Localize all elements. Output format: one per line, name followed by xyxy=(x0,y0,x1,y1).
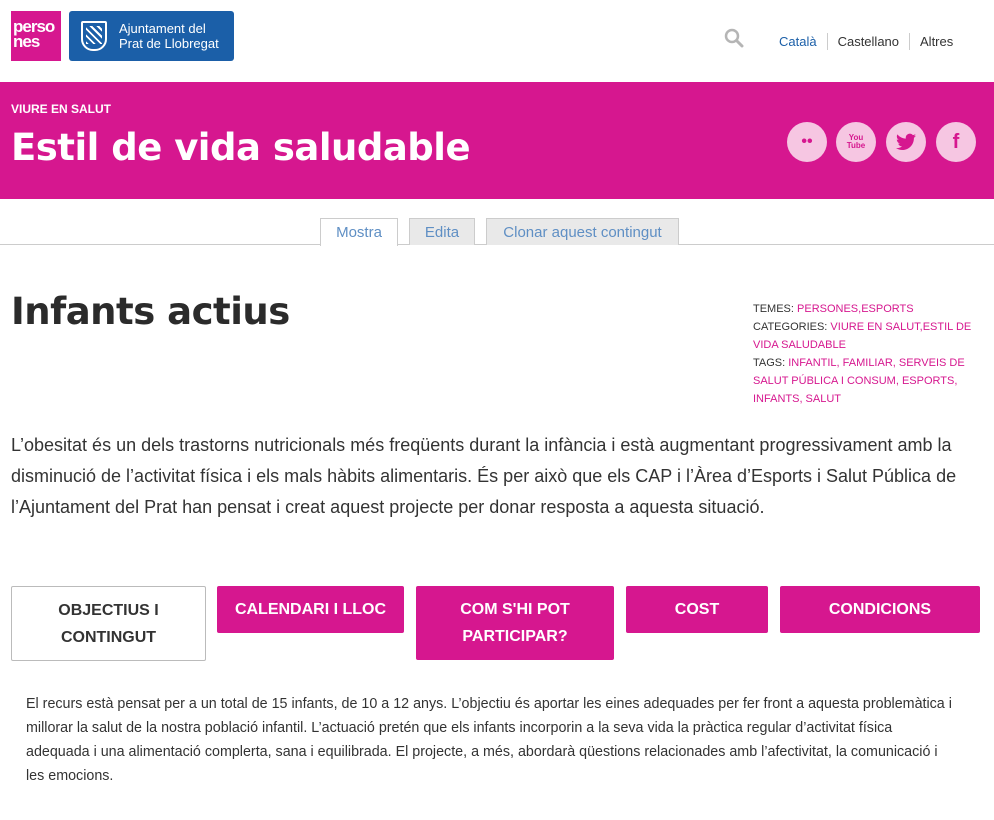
calendari-button[interactable]: CALENDARI I LLOC xyxy=(217,586,404,633)
tab-mostra[interactable]: Mostra xyxy=(320,218,398,246)
cost-button[interactable]: COST xyxy=(626,586,768,633)
section-body-text: El recurs està pensat per a un total de 15 infants, de 10 a 12 anys. L’objectiu és aportar les eines adequades per fer front a aquesta problemàtica i millorar la salut de la nostra població infantil. L’actuació pretén que els infants incorporin a la seva vida la pràctica regular d’activitat física adequada i una alimentació complerta, sana i equilibrada. El projecte, a més, abordarà qüestions relacionades amb l’afectivitat, la comunicació i les emocions. xyxy=(26,696,952,784)
tab-clonar[interactable]: Clonar aquest contingut xyxy=(486,218,679,245)
objectius-button[interactable]: OBJECTIUS I CONTINGUT xyxy=(11,586,206,661)
flickr-icon[interactable]: •• xyxy=(787,122,827,162)
lang-catala[interactable]: Català xyxy=(779,34,817,49)
tab-edita[interactable]: Edita xyxy=(409,218,475,245)
lang-castellano[interactable]: Castellano xyxy=(827,33,909,50)
twitter-icon[interactable] xyxy=(886,122,926,162)
youtube-icon[interactable] xyxy=(836,122,876,162)
meta-tags xyxy=(753,354,988,408)
meta-temes xyxy=(753,300,988,318)
coat-of-arms-icon xyxy=(81,21,107,51)
meta-categories-label: CATEGORIES: xyxy=(753,321,831,333)
meta-temes-value[interactable]: PERSONES,ESPORTS xyxy=(797,303,914,315)
search-icon[interactable] xyxy=(724,28,744,48)
meta-categories xyxy=(753,318,988,354)
participar-button[interactable]: COM S'HI POT PARTICIPAR? xyxy=(416,586,614,660)
meta-categories-value[interactable]: VIURE EN SALUT,ESTIL DE VIDA SALUDABLE xyxy=(753,321,972,351)
persones-logo[interactable]: perso nes xyxy=(11,11,61,61)
youtube-icon-text-2: Tube xyxy=(846,141,866,150)
lang-altres[interactable]: Altres xyxy=(909,33,963,50)
language-switcher xyxy=(769,33,963,50)
ajuntament-line1: Ajuntament del xyxy=(119,21,206,36)
ajuntament-logo[interactable] xyxy=(69,11,234,61)
meta-temes-label: TEMES: xyxy=(753,303,798,315)
section-title: Estil de vida saludable xyxy=(11,126,471,169)
top-bar xyxy=(0,0,994,82)
taxonomy-meta xyxy=(753,300,988,408)
meta-tags-label: TAGS: xyxy=(753,357,789,369)
ajuntament-logo-text xyxy=(119,21,219,51)
intro-paragraph: L’obesitat és un dels trastorns nutricionals més freqüents durant la infància i està augmentant progressivament amb la disminució de l’activitat física i els mals hàbits alimentaris. És per això que els CAP i l’Àrea d’Esports i Salut Pública de l’Ajuntament del Prat han pensat i creat aquest projecte per donar resposta a aquesta situació. xyxy=(11,435,957,517)
section-banner xyxy=(0,82,994,199)
ajuntament-line2: Prat de Llobregat xyxy=(119,36,219,51)
meta-tags-value[interactable]: INFANTIL, FAMILIAR, SERVEIS DE SALUT PÚBLICA I CONSUM, ESPORTS, INFANTS, SALUT xyxy=(753,357,965,405)
page-title: Infants actius xyxy=(11,290,290,333)
section-kicker[interactable]: VIURE EN SALUT xyxy=(11,102,112,116)
facebook-icon[interactable]: f xyxy=(936,122,976,162)
youtube-icon-text-1: You xyxy=(848,133,864,142)
condicions-button[interactable]: CONDICIONS xyxy=(780,586,980,633)
twitter-bird-glyph xyxy=(896,133,916,151)
